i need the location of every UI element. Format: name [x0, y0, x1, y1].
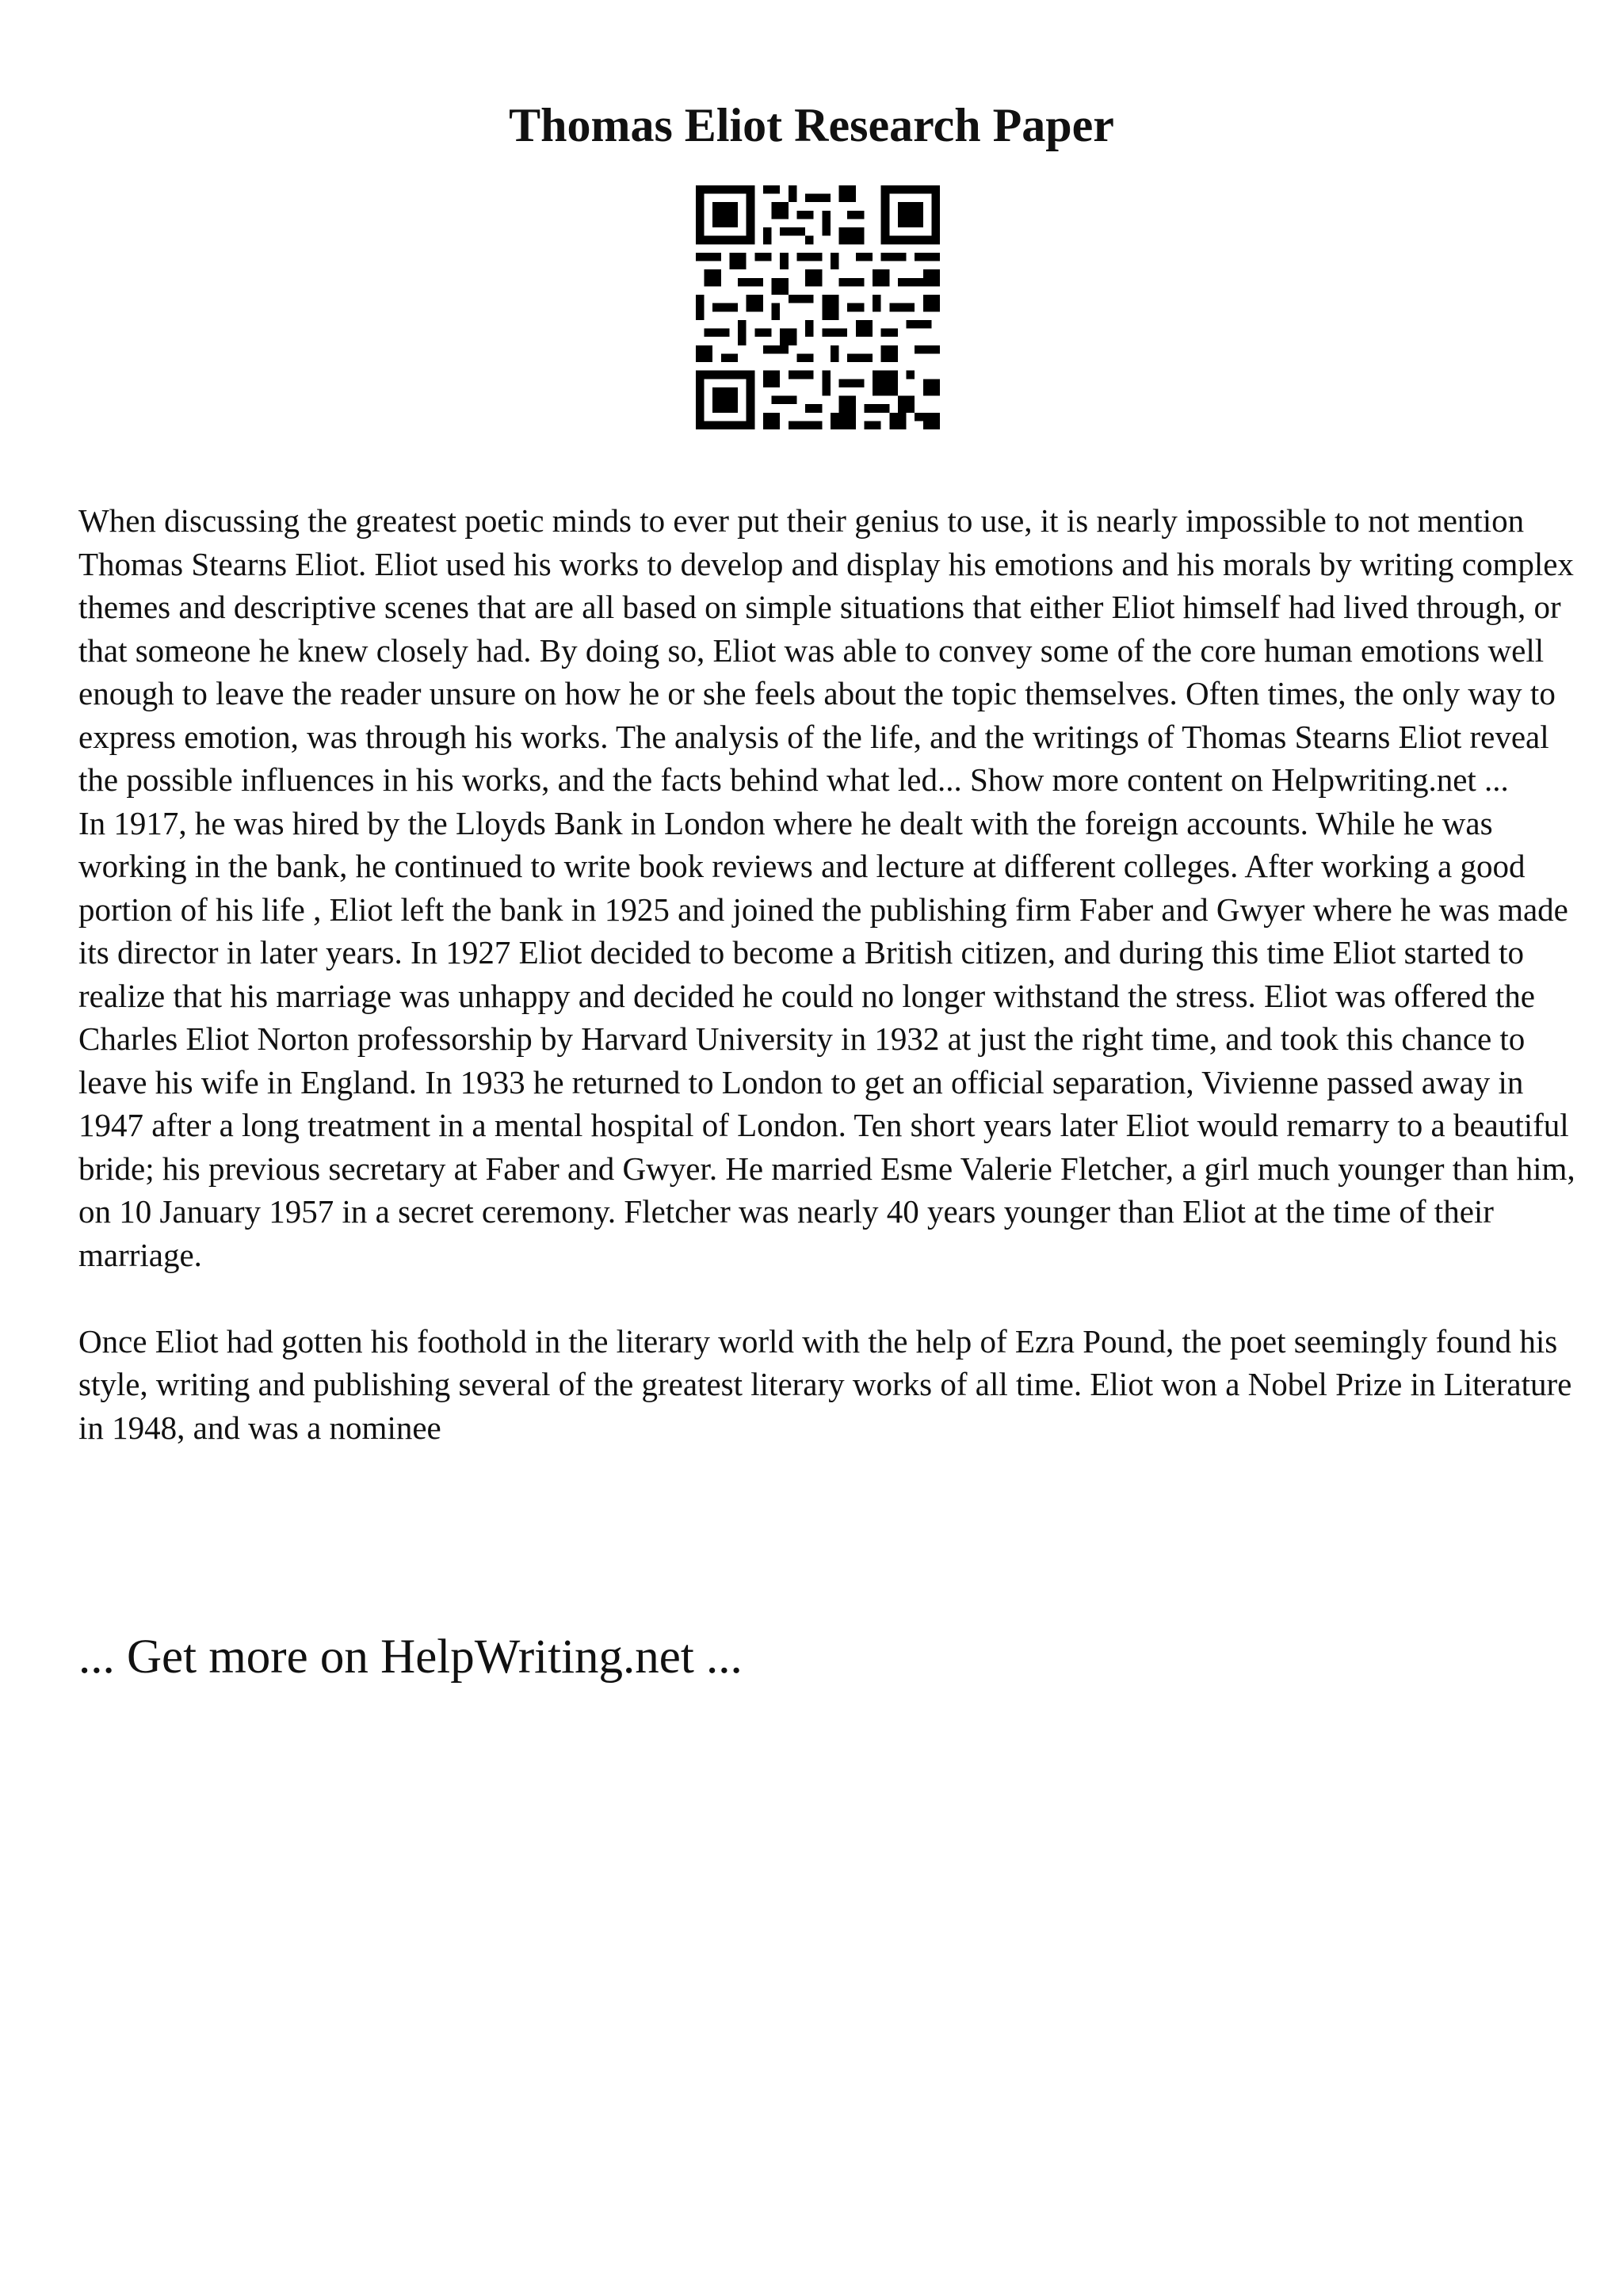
paragraph-biography: In 1917, he was hired by the Lloyds Bank in London where he dealt with the foreign accounts. While he was working in the bank, he continued to write book reviews and lecture at different colleges. After working a good portion of his life , Eliot left the bank in 1925 and joined the publishing firm Faber and Gwyer where he was made its director in later years. In 1927 Eliot decided to become a British citizen, and during this time Eliot started to realize that his marriage was unhappy and decided he could no longer withstand the stress. Eliot was offered the Charles Eliot Norton professorship by Harvard University in 1932 at just the right time, and took this chance to leave his wife in England. In 1933 he returned to London to get an official separation, Vivienne passed away in 1947 after a long treatment in a mental hospital of London. Ten short years later Eliot would remarry to a beautiful bride; his previous secretary at Faber and Gwyer. He married Esme Valerie Fletcher, a girl much younger than him, on 10 January 1957 in a secret ceremony. Fletcher was nearly 40 years younger than Eliot at the time of their marriage. [78, 804, 1575, 1273]
paragraph-literary-career: Once Eliot had gotten his foothold in the literary world with the help of Ezra Pound, the poet seemingly found his style, writing and publishing several of the greatest literary works of all time. Eliot won a Nobel Prize in Literature in 1948, and was a nominee [78, 1322, 1572, 1446]
qr-code-icon [696, 185, 940, 429]
paragraph-spacer [78, 1276, 1576, 1320]
page-title: Thomas Eliot Research Paper [509, 99, 1114, 151]
get-more-link[interactable]: ... Get more on HelpWriting.net ... [78, 1630, 743, 1684]
paragraph-intro: When discussing the greatest poetic minds to ever put their genius to use, it is nearly impossible to not mention Thomas Stearns Eliot. Eliot used his works to develop and display his emotions and his morals by writing complex themes and descriptive scenes that are all based on simple situations that either Eliot himself had lived through, or that someone he knew closely had. By doing so, Eliot was able to convey some of the core human emotions well enough to leave the reader unsure on how he or she feels about the topic themselves. Often times, the only way to express emotion, was through his works. The analysis of the life, and the writings of Thomas Stearns Eliot reveal the possible influences in his works, and the facts behind what led... Show more content on Helpwriting.net ... [78, 502, 1574, 798]
article-body [78, 499, 1576, 1449]
